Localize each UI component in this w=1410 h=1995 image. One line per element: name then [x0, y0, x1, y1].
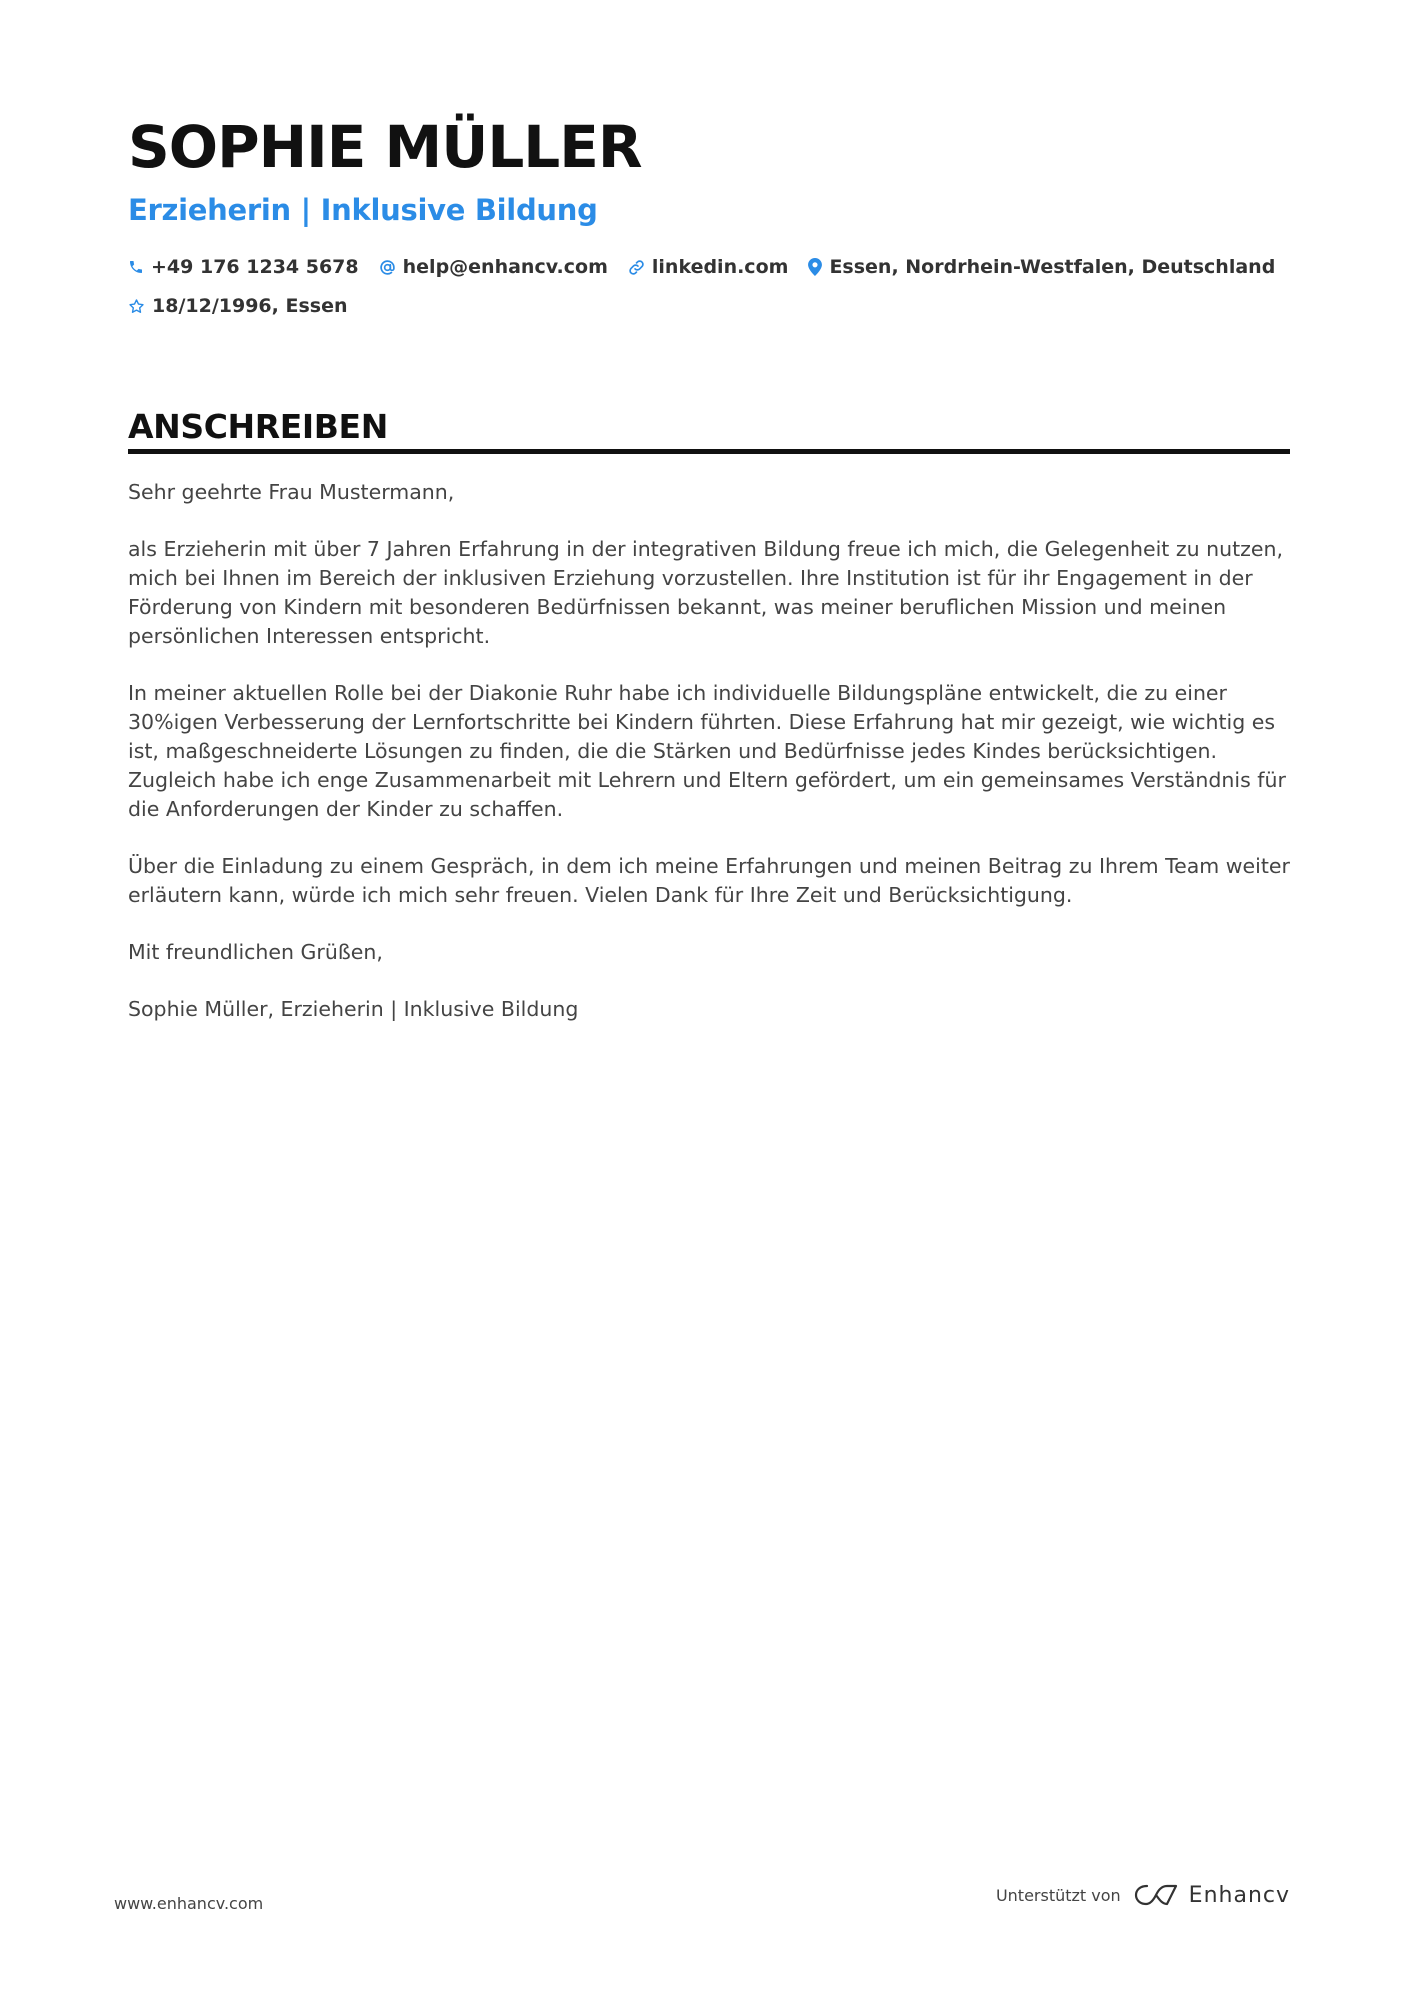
letter-closing: Mit freundlichen Grüßen, [128, 940, 383, 964]
contact-location [808, 256, 1275, 278]
link-icon [628, 259, 645, 276]
location-text: Essen, Nordrhein-Westfalen, Deutschland [829, 256, 1276, 278]
footer-branding [996, 1882, 1290, 1908]
map-pin-icon [808, 258, 822, 276]
star-icon [128, 298, 145, 315]
letter-salutation: Sehr geehrte Frau Mustermann, [128, 480, 455, 504]
at-icon [379, 259, 396, 276]
letter-body [128, 478, 1290, 1052]
contact-phone [128, 256, 359, 278]
section-divider [128, 449, 1290, 454]
contact-row-1 [128, 252, 1288, 282]
contact-birth [128, 295, 347, 317]
contact-email[interactable] [379, 256, 608, 278]
contact-linkedin[interactable] [628, 256, 789, 278]
brand-name: Enhancv [1188, 1882, 1290, 1908]
letter-paragraph: In meiner aktuellen Rolle bei der Diakonie Ruhr habe ich individuelle Bildungspläne entwickelt, die zu einer 30%igen Verbesserung der Lernfortschritte bei Kindern führten. Diese Erfahrung hat mir gezeigt, wie wichtig es ist, maßgeschneiderte Lösungen zu finden, die die Stärken und Bedürfnisse jedes Kindes berücksichtigen. Zugleich habe ich enge Zusammenarbeit mit Lehrern und Eltern gefördert, um ein gemeinsames Verständnis für die Anforderungen der Kinder zu schaffen. [128, 681, 1286, 821]
contact-info [128, 252, 1288, 330]
letter-paragraph: als Erzieherin mit über 7 Jahren Erfahrung in der integrativen Bildung freue ich mich, die Gelegenheit zu nutzen, mich bei Ihnen im Bereich der inklusiven Erziehung vorzustellen. Ihre Institution ist für ihr Engagement in der Förderung von Kindern mit besonderen Bedürfnissen bekannt, was meiner beruflichen Mission und meinen persönlichen Interessen entspricht. [128, 537, 1284, 648]
phone-text: +49 176 1234 5678 [151, 256, 359, 278]
enhancv-logo-icon [1133, 1882, 1179, 1908]
contact-row-2 [128, 291, 1288, 321]
linkedin-text[interactable]: linkedin.com [651, 256, 789, 278]
applicant-headline: Erzieherin | Inklusive Bildung [128, 193, 598, 227]
footer-website[interactable]: www.enhancv.com [114, 1894, 264, 1913]
phone-icon [128, 259, 144, 275]
applicant-name: SOPHIE MÜLLER [128, 113, 642, 181]
birth-text: 18/12/1996, Essen [152, 295, 348, 317]
section-title: ANSCHREIBEN [128, 407, 388, 446]
powered-by-label: Unterstützt von [995, 1885, 1121, 1905]
email-text[interactable]: help@enhancv.com [402, 256, 608, 278]
letter-paragraph: Über die Einladung zu einem Gespräch, in dem ich meine Erfahrungen und meinen Beitrag zu Ihrem Team weiter erläutern kann, würde ich mich sehr freuen. Vielen Dank für Ihre Zeit und Berücksichtigung. [128, 854, 1290, 907]
letter-signature: Sophie Müller, Erzieherin | Inklusive Bildung [128, 997, 579, 1021]
